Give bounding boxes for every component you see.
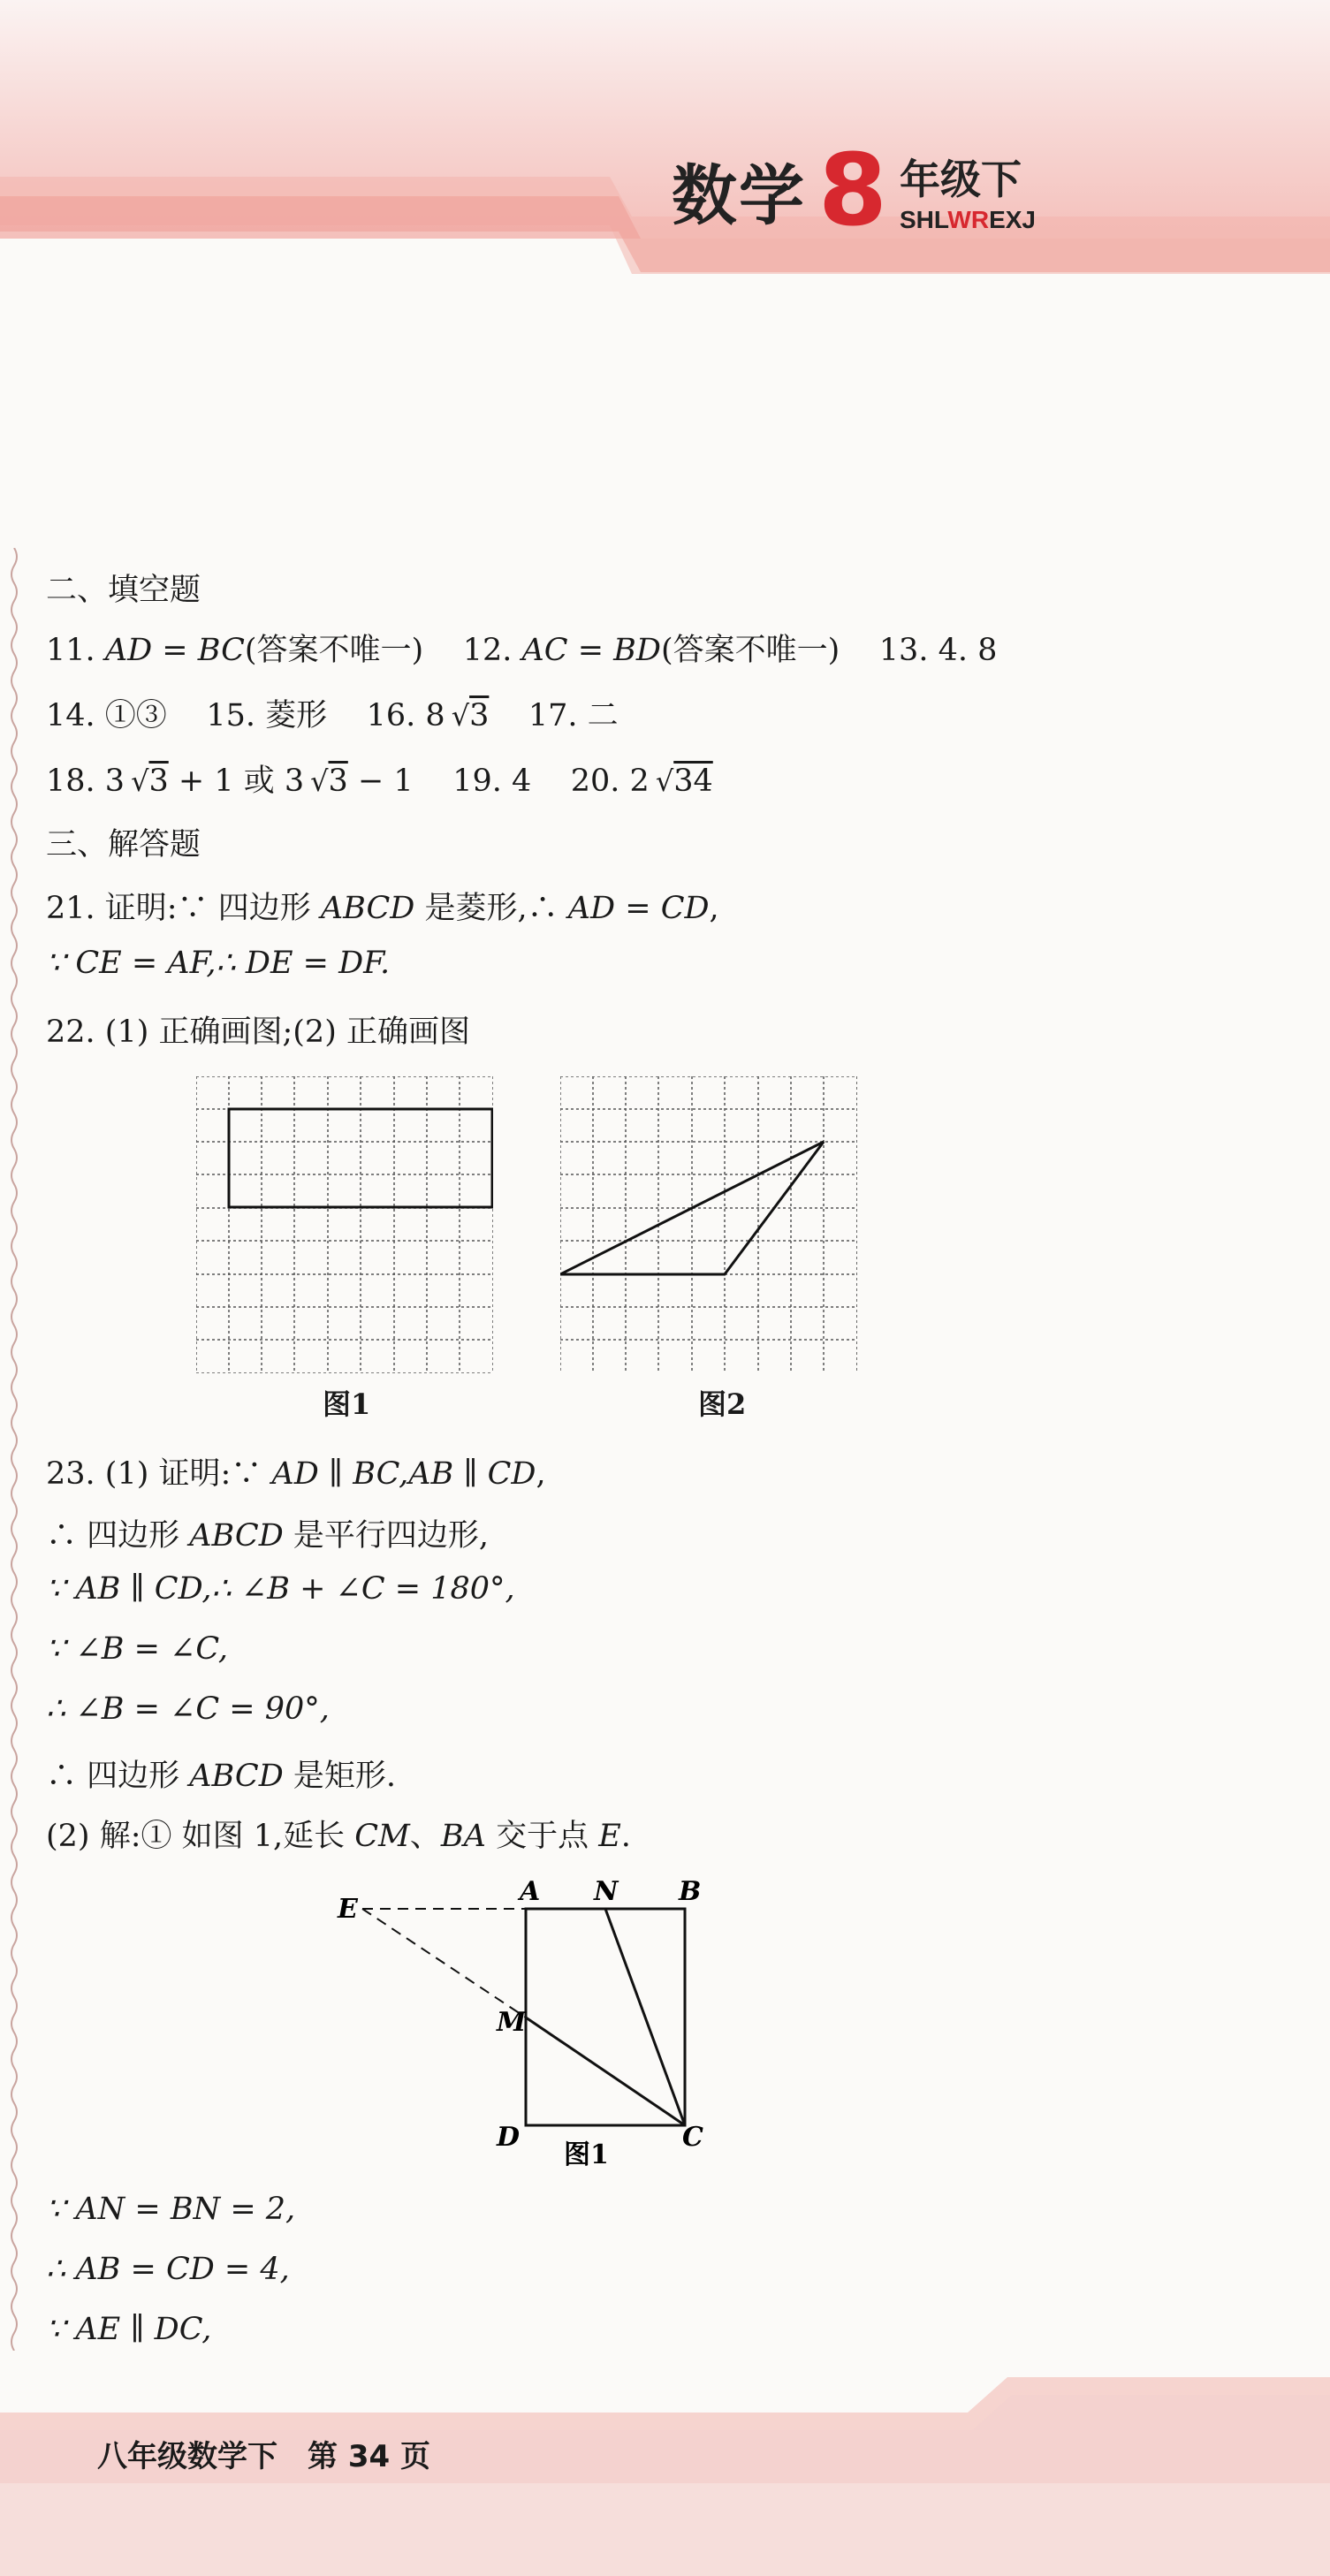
section-heading-fill-blank: 二、填空题 <box>46 573 201 608</box>
point-M: M <box>497 2007 527 2038</box>
answer-line-14-17: 14. ①③ 15. 菱形 16. 8 √3 17. 二 <box>46 698 619 733</box>
answer-line-21a: 21. 证明:∵ 四边形 ABCD 是菱形,∴ AD = CD, <box>46 891 719 926</box>
point-E: E <box>338 1894 358 1925</box>
title-grade-text: 年级下 <box>899 156 1022 203</box>
answer-line-23g: (2) 解:① 如图 1,延长 CM、BA 交于点 E. <box>46 1819 631 1854</box>
footer-band <box>0 2377 1330 2576</box>
answer-line-23c: ∵ AB ∥ CD,∴ ∠B + ∠C = 180°, <box>46 1571 515 1607</box>
figure-2-caption: 图2 <box>698 1387 747 1421</box>
title-code: SHLWREXJ <box>899 206 1036 233</box>
section-heading-solutions: 三、解答题 <box>46 827 201 862</box>
figure-1-caption: 图1 <box>323 1387 371 1421</box>
answer-line-11-13: 11. AD = BC(答案不唯一) 12. AC = BD(答案不唯一) 13. 4. 8 <box>46 633 998 668</box>
grid-figure-2 <box>560 1076 857 1373</box>
title-subject: 数学 <box>672 158 806 234</box>
grid-figure-1 <box>196 1076 493 1373</box>
answer-line-23b: ∴ 四边形 ABCD 是平行四边形, <box>46 1518 490 1554</box>
answer-line-23f: ∴ 四边形 ABCD 是矩形. <box>46 1759 397 1794</box>
page-footer: 八年级数学下 第 34 页 <box>97 2439 430 2474</box>
answer-line-22: 22. (1) 正确画图;(2) 正确画图 <box>46 1014 470 1050</box>
point-N: N <box>594 1876 619 1907</box>
geometry-figure-caption: 图1 <box>564 2139 609 2170</box>
answer-line-23a: 23. (1) 证明:∵ AD ∥ BC,AB ∥ CD, <box>46 1456 546 1492</box>
answer-line-24: ∵ AN = BN = 2, <box>46 2192 296 2227</box>
title-grade-number: 8 <box>818 133 887 248</box>
point-B: B <box>679 1876 702 1907</box>
header-band <box>0 0 1330 283</box>
answer-line-23e: ∴ ∠B = ∠C = 90°, <box>46 1691 330 1727</box>
geometry-figure <box>327 1873 733 2174</box>
answer-line-21b: ∵ CE = AF,∴ DE = DF. <box>46 946 391 981</box>
book-title <box>672 133 1036 248</box>
answer-line-25: ∴ AB = CD = 4, <box>46 2252 290 2287</box>
point-A: A <box>520 1876 541 1907</box>
answer-line-18-20: 18. 3 √3 + 1 或 3 √3 − 1 19. 4 20. 2 √34 <box>46 764 713 799</box>
point-D: D <box>497 2122 521 2153</box>
answer-line-26: ∵ AE ∥ DC, <box>46 2312 212 2347</box>
point-C: C <box>682 2122 703 2153</box>
left-border-decoration <box>7 548 21 2351</box>
answer-line-23d: ∵ ∠B = ∠C, <box>46 1631 229 1667</box>
